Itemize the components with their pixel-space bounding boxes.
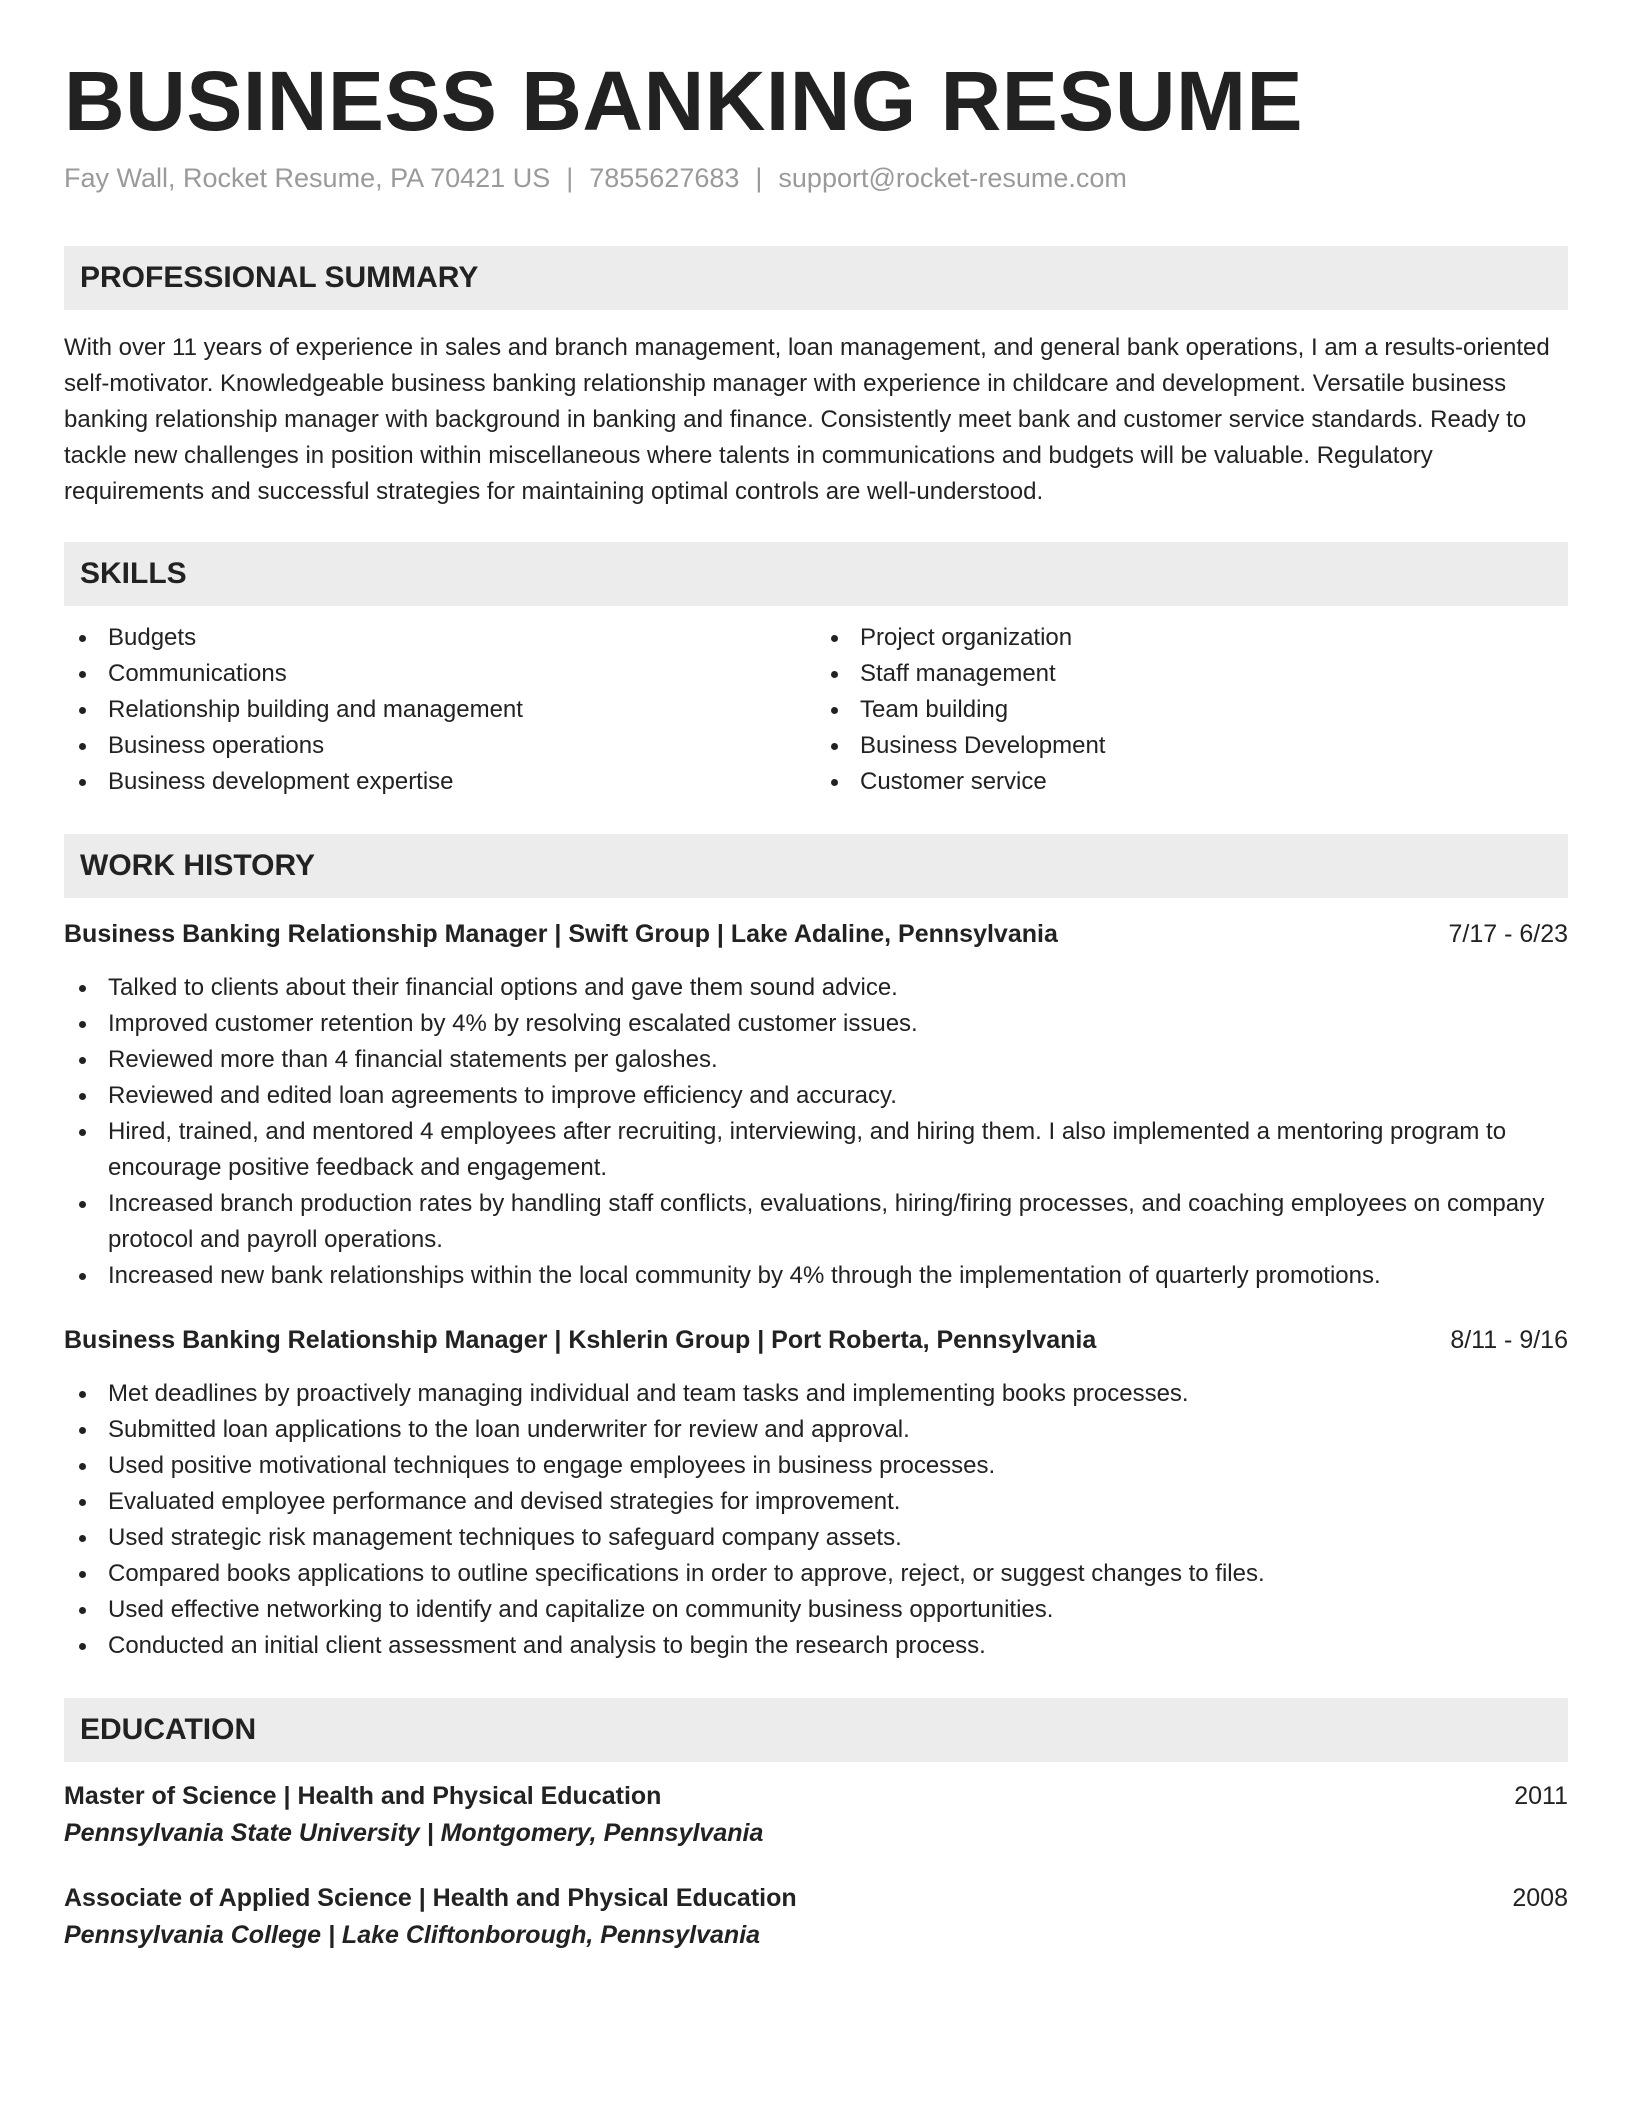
skill-item: Team building bbox=[816, 692, 1568, 728]
skills-grid bbox=[64, 620, 1568, 800]
skill-item: Customer service bbox=[816, 764, 1568, 800]
job-bullet: Reviewed and edited loan agreements to improve efficiency and accuracy. bbox=[64, 1078, 1568, 1114]
contact-phone: 7855627683 bbox=[589, 163, 740, 194]
education-school: Pennsylvania College | Lake Cliftonborough, Pennsylvania bbox=[64, 1921, 761, 1950]
section-title: PROFESSIONAL SUMMARY bbox=[80, 261, 479, 295]
job-bullet: Increased new bank relationships within the local community by 4% through the implementation of quarterly promotions. bbox=[64, 1258, 1568, 1294]
job-header bbox=[64, 916, 1568, 952]
job-bullet: Hired, trained, and mentored 4 employees after recruiting, interviewing, and hiring them. I also implemented a mentoring program to encourage positive feedback and engagement. bbox=[64, 1114, 1568, 1186]
summary-text: With over 11 years of experience in sales and branch management, loan management, and general bank operations, I am a results-oriented self-motivator. Knowledgeable business banking relationship manager with experience in childcare and development. Versatile business banking relationship manager with background in banking and finance. Consistently meet bank and customer service standards. Ready to tackle new challenges in position within miscellaneous where talents in communications and budgets will be valuable. Regulatory requirements and successful strategies for maintaining optimal controls are well-understood. bbox=[64, 334, 1550, 506]
education-year: 2011 bbox=[1514, 1782, 1568, 1811]
job-bullets bbox=[64, 1376, 1568, 1664]
job-bullet: Evaluated employee performance and devised strategies for improvement. bbox=[64, 1484, 1568, 1520]
skills-column-left bbox=[64, 620, 816, 800]
job-bullet: Reviewed more than 4 financial statements per galoshes. bbox=[64, 1042, 1568, 1078]
contact-line bbox=[64, 161, 1568, 196]
skill-item: Business operations bbox=[64, 728, 816, 764]
job-dates: 8/11 - 9/16 bbox=[1450, 1326, 1568, 1355]
job-bullet: Used positive motivational techniques to engage employees in business processes. bbox=[64, 1448, 1568, 1484]
job-title: Business Banking Relationship Manager | Swift Group | Lake Adaline, Pennsylvania bbox=[64, 920, 1058, 949]
skill-item: Relationship building and management bbox=[64, 692, 816, 728]
job-bullet: Talked to clients about their financial options and gave them sound advice. bbox=[64, 970, 1568, 1006]
job-entry bbox=[64, 1322, 1568, 1664]
skill-item: Business development expertise bbox=[64, 764, 816, 800]
section-title: EDUCATION bbox=[80, 1713, 257, 1747]
resume-title: BUSINESS BANKING RESUME bbox=[64, 54, 1303, 148]
skills-column-right bbox=[816, 620, 1568, 800]
skill-item: Budgets bbox=[64, 620, 816, 656]
section-title: SKILLS bbox=[80, 557, 187, 591]
education-entry bbox=[64, 1880, 1568, 1954]
section-title: WORK HISTORY bbox=[80, 849, 316, 883]
education-degree: Associate of Applied Science | Health and Physical Education bbox=[64, 1884, 797, 1913]
education-header bbox=[64, 1880, 1568, 1916]
education-year: 2008 bbox=[1512, 1884, 1568, 1913]
resume-header bbox=[64, 55, 1568, 196]
job-title: Business Banking Relationship Manager | Kshlerin Group | Port Roberta, Pennsylvania bbox=[64, 1326, 1097, 1355]
section-header-summary bbox=[64, 246, 1568, 310]
section-header-skills bbox=[64, 542, 1568, 606]
education-degree: Master of Science | Health and Physical Education bbox=[64, 1782, 662, 1811]
job-bullet: Submitted loan applications to the loan underwriter for review and approval. bbox=[64, 1412, 1568, 1448]
job-bullet: Used strategic risk management techniques to safeguard company assets. bbox=[64, 1520, 1568, 1556]
contact-separator: | bbox=[755, 163, 763, 194]
education-school: Pennsylvania State University | Montgomery, Pennsylvania bbox=[64, 1819, 764, 1848]
education-entry bbox=[64, 1778, 1568, 1852]
job-bullet: Met deadlines by proactively managing individual and team tasks and implementing books processes. bbox=[64, 1376, 1568, 1412]
contact-email: support@rocket-resume.com bbox=[778, 163, 1127, 194]
job-header bbox=[64, 1322, 1568, 1358]
skill-item: Business Development bbox=[816, 728, 1568, 764]
education-header bbox=[64, 1778, 1568, 1814]
contact-separator: | bbox=[566, 163, 574, 194]
section-header-education bbox=[64, 1698, 1568, 1762]
job-entry bbox=[64, 916, 1568, 1294]
job-bullet: Conducted an initial client assessment and analysis to begin the research process. bbox=[64, 1628, 1568, 1664]
section-header-work-history bbox=[64, 834, 1568, 898]
job-bullet: Used effective networking to identify and capitalize on community business opportunities. bbox=[64, 1592, 1568, 1628]
job-bullet: Compared books applications to outline specifications in order to approve, reject, or suggest changes to files. bbox=[64, 1556, 1568, 1592]
skill-item: Communications bbox=[64, 656, 816, 692]
skill-item: Staff management bbox=[816, 656, 1568, 692]
skill-item: Project organization bbox=[816, 620, 1568, 656]
job-bullet: Increased branch production rates by handling staff conflicts, evaluations, hiring/firing processes, and coaching employees on company protocol and payroll operations. bbox=[64, 1186, 1568, 1258]
contact-address: Fay Wall, Rocket Resume, PA 70421 US bbox=[64, 163, 551, 194]
job-bullet: Improved customer retention by 4% by resolving escalated customer issues. bbox=[64, 1006, 1568, 1042]
job-bullets bbox=[64, 970, 1568, 1294]
job-dates: 7/17 - 6/23 bbox=[1448, 920, 1568, 949]
